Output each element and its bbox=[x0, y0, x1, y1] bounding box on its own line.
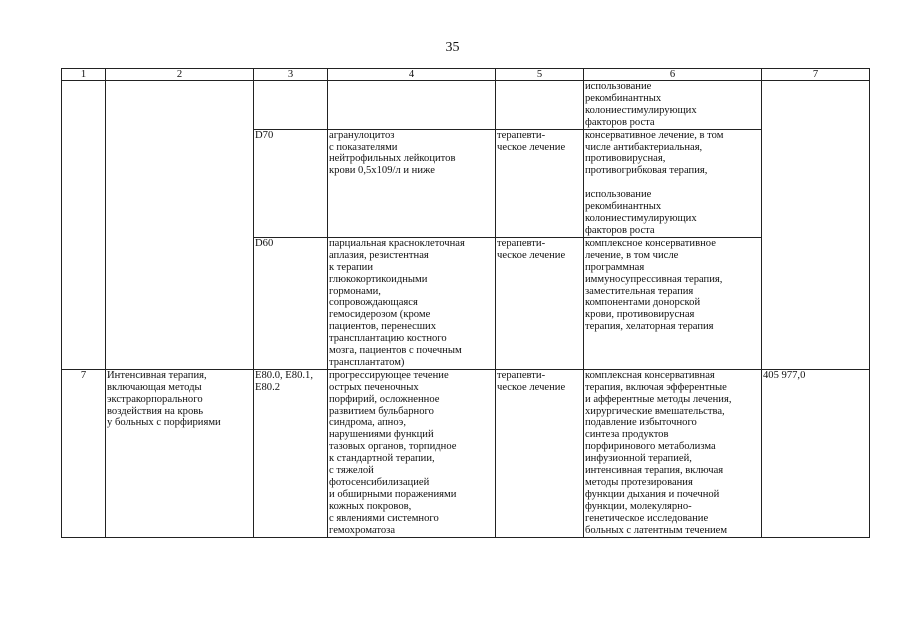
cell-name-7: Интенсивная терапия, включающая методы экстракорпорального воздействия на кровь у больных с порфириями bbox=[106, 369, 254, 537]
cell-treatment-type-d70: терапевти- ческое лечение bbox=[496, 129, 584, 237]
column-header-3: 3 bbox=[254, 69, 328, 81]
column-header-6: 6 bbox=[584, 69, 762, 81]
column-header-2: 2 bbox=[106, 69, 254, 81]
cell-method-d70 bbox=[584, 129, 762, 237]
table-row-7 bbox=[62, 369, 870, 537]
cell-number-7: 7 bbox=[62, 369, 106, 537]
header-row bbox=[62, 69, 870, 81]
column-header-4: 4 bbox=[328, 69, 496, 81]
cell-treatment-type-7: терапевти- ческое лечение bbox=[496, 369, 584, 537]
cell-condition-empty bbox=[328, 81, 496, 130]
cell-method-d60: комплексное консервативное лечение, в том числе программная иммуносупрессивная терапия, заместительная терапия компонентами донорской крови, противовирусная терапия, хелаторная терапия bbox=[584, 237, 762, 369]
cell-treatment-type-empty bbox=[496, 81, 584, 130]
method-d70-part-2: использование рекомбинантных колониестимулирующих факторов роста bbox=[585, 189, 697, 236]
cell-cost-7: 405 977,0 bbox=[762, 369, 870, 537]
cell-condition-d60: парциальная красноклеточная аплазия, резистентная к терапии глюкокортикоидными гормонами, сопровождающаяся гемосидерозом (кроме пациентов, перенесших трансплантацию костного мозга, пациентов с почечным трансплантатом) bbox=[328, 237, 496, 369]
cell-code-d60: D60 bbox=[254, 237, 328, 369]
medical-care-table bbox=[61, 68, 870, 538]
cell-name-empty bbox=[106, 81, 254, 370]
column-header-5: 5 bbox=[496, 69, 584, 81]
page-number: 35 bbox=[445, 40, 460, 55]
column-header-1: 1 bbox=[62, 69, 106, 81]
cell-condition-d70: агранулоцитоз с показателями нейтрофильных лейкоцитов крови 0,5x109/л и ниже bbox=[328, 129, 496, 237]
cell-code-d70: D70 bbox=[254, 129, 328, 237]
cell-codes-7: E80.0, E80.1, E80.2 bbox=[254, 369, 328, 537]
cell-code-empty bbox=[254, 81, 328, 130]
cell-condition-7: прогрессирующее течение острых печеночных порфирий, осложненное развитием бульбарного синдрома, апноэ, нарушениями функций тазовых органов, торпидное к стандартной терапии, с тяжелой фотосенсибилизацией и обширными поражениями кожных покровов, с явлениями системного гемохроматоза bbox=[328, 369, 496, 537]
cell-treatment-type-d60: терапевти- ческое лечение bbox=[496, 237, 584, 369]
cell-method-continuation: использование рекомбинантных колониестимулирующих факторов роста bbox=[584, 81, 762, 130]
cell-method-7: комплексная консервативная терапия, включая эфферентные и афферентные методы лечения, хирургические вмешательства, подавление избыточного синтеза продуктов порфиринового метаболизма инфузионной терапией, интенсивная терапия, включая методы протезирования функции дыхания и почечной функции, молекулярно- генетическое исследование больных с латентным течением bbox=[584, 369, 762, 537]
cell-number-empty bbox=[62, 81, 106, 370]
cell-cost-empty bbox=[762, 81, 870, 370]
column-header-7: 7 bbox=[762, 69, 870, 81]
table-row-continuation bbox=[62, 81, 870, 130]
method-d70-part-1: консервативное лечение, в том числе антибактериальная, противовирусная, противогрибковая терапия, bbox=[585, 129, 724, 177]
paragraph-gap bbox=[585, 177, 760, 189]
